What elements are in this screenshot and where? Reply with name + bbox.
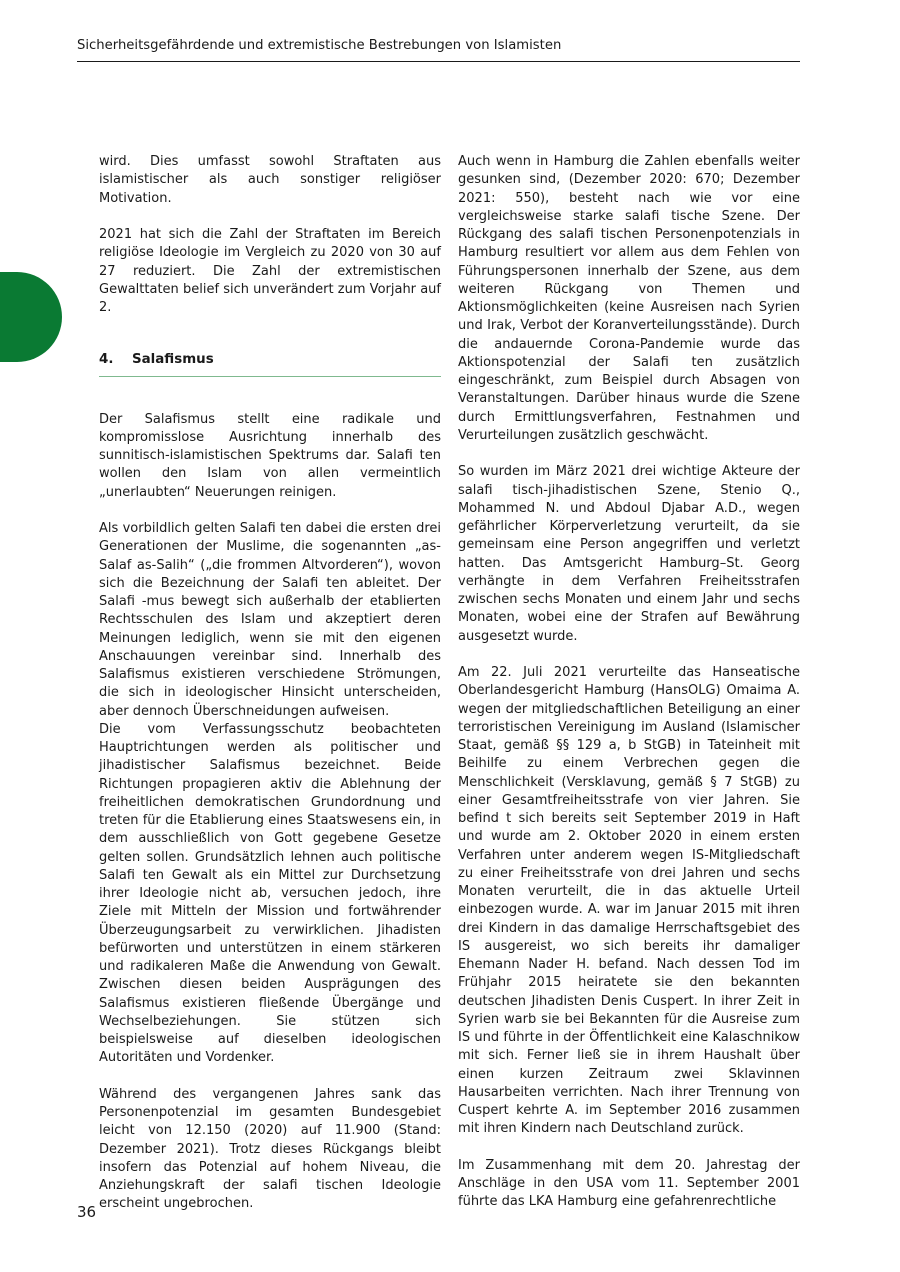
paragraph: Am 22. Juli 2021 verurteilte das Hanseatische Oberlandesgericht Hamburg (HansOLG) Omaima A. wegen der mitgliedschaftlichen Beteiligung an einer terroristischen Vereinigung im Ausland (Islamischer Staat, gemäß §§ 129 a, b StGB) in Tateinheit mit Beihilfe zu einem Verbrechen gegen die Menschlichkeit (Versklavung, gemäß § 7 StGB) zu einer Gesamtfreiheitsstrafe von vier Jahren. Sie befind t sich bereits seit September 2019 in Haft und wurde am 2. Oktober 2020 in einem ersten Verfahren unter anderem wegen IS-Mitgliedschaft zu einer Freiheitsstrafe von drei Jahren und sechs Monaten verurteilt, die in das aktuelle Urteil einbezogen wurde. A. war im Januar 2015 mit ihren drei Kindern in das damalige Herrschaftsgebiet des IS ausgereist, wo sich bereits ihr damaliger Ehemann Nader H. befand. Nach dessen Tod im Frühjahr 2015 heiratete sie den bekannten deutschen Jihadisten Denis Cuspert. In ihrer Zeit in Syrien warb sie bei Bekannten für die Ausreise zum IS und führte in der Öffentlichkeit eine Kalaschnikow mit sich. Ferner ließ sie in ihrem Haushalt über einen kurzen Zeitraum zwei Sklavinnen Hausarbeiten verrichten. Nach ihrer Trennung von Cuspert kehrte A. im September 2016 zusammen mit ihren Kindern nach Deutschland zurück. [458,665,800,1137]
paragraph: wird. Dies umfasst sowohl Straftaten aus islamistischer als auch sonstiger religiöser Motivation. [99,154,441,206]
left-column [99,153,441,1232]
spacer [99,377,441,411]
paragraph: Die vom Verfassungsschutz beobachteten Hauptrichtungen werden als politischer und jihadistischer Salafismus bezeichnet. Beide Richtungen propagieren aktiv die Ablehnung der freiheitlichen demokratischen Grundordnung und treten für die Etablierung eines Staatswesens ein, in dem ausschließlich von Gott gegebene Gesetze gelten sollen. Grundsätzlich lehnen auch politische Salafi ten Gewalt als ein Mittel zur Durchsetzung ihrer Ideologie nicht ab, versuchen jedoch, ihre Ziele mit Mitteln der Mission und fortwährender Überzeugungsarbeit zu verwirklichen. Jihadisten befürworten und unterstützen in einem stärkeren und radikaleren Maße die Anwendung von Gewalt. Zwischen diesen beiden Ausprägungen des Salafismus existieren fließende Übergänge und Wechselbeziehungen. Sie stützen sich beispielsweise auf dieselben ideologischen Autoritäten und Vordenker. [99,721,441,1066]
paragraph: Während des vergangenen Jahres sank das Personenpotenzial im gesamten Bundesgebiet leicht von 12.150 (2020) auf 11.900 (Stand: Dezember 2021). Trotz dieses Rückgangs bleibt insofern das Potenzial auf hohem Niveau, die Anziehungskraft der salafi tischen Ideologie erscheint ungebrochen. [99,1086,441,1212]
section-heading [99,351,441,376]
chapter-tab-marker [0,272,62,362]
paragraph: 2021 hat sich die Zahl der Straftaten im Bereich religiöse Ideologie im Vergleich zu 2020 von 30 auf 27 reduziert. Die Zahl der extremistischen Gewalttaten belief sich unverändert zum Vorjahr auf 2. [99,227,441,315]
right-column [458,153,800,1230]
header-rule [77,61,800,62]
section-title: Salafismus [132,352,214,368]
paragraph: Auch wenn in Hamburg die Zahlen ebenfalls weiter gesunken sind, (Dezember 2020: 670; Dezember 2021: 550), besteht nach wie vor eine vergleichsweise starke salafi tische Szene. Der Rückgang des salafi tischen Personenpotenzials in Hamburg resultiert vor allem aus dem Fehlen von Führungspersonen innerhalb der Szene, aus dem weiteren Rückgang von Themen und Aktionsmöglichkeiten (keine Ausreisen nach Syrien und Irak, Verbot der Koranverteilungsstände). Durch die andauernde Corona-Pandemie wurde das Aktionspotenzial der Salafi ten zusätzlich eingeschränkt, zum Beispiel durch Absagen von Veranstaltungen. Darüber hinaus wurde die Szene durch Ermittlungsverfahren, Festnahmen und Verurteilungen zusätzlich geschwächt. [458,154,800,443]
paragraph: Der Salafismus stellt eine radikale und kompromisslose Ausrichtung innerhalb des sunnitisch-islamistischen Spektrums dar. Salafi ten wollen den Islam von allen vermeintlich „unerlaubten“ Neuerungen reinigen. [99,411,441,500]
paragraph: So wurden im März 2021 drei wichtige Akteure der salafi tisch-jihadistischen Szene, Stenio Q., Mohammed N. und Abdoul Djabar A.D., wegen gefährlicher Körperverletzung verurteilt, da sie gemeinsam eine Person angegriffen und verletzt hatten. Das Amtsgericht Hamburg–St. Georg verhängte in dem Verfahren Freiheitsstrafen zwischen sechs Monaten und einem Jahr und sechs Monaten, wobei eine der Strafen auf Bewährung ausgesetzt wurde. [458,464,800,644]
section-number: 4. [99,352,114,368]
paragraph: Als vorbildlich gelten Salafi ten dabei die ersten drei Generationen der Muslime, die sogenannten „as-Salaf as-Salih“ („die frommen Altvorderen“), wovon sich die Bezeichnung der Salafi ten ableitet. Der Salafi -mus bewegt sich außerhalb der etablierten Rechtsschulen des Islam und akzeptiert deren Meinungen lediglich, wenn sie mit den eigenen Anschauungen vereinbar sind. Innerhalb des Salafismus existieren verschiedene Strömungen, die sich in ideologischer Hinsicht unterscheiden, aber dennoch Überschneidungen aufweisen. [99,521,441,719]
running-header: Sicherheitsgefährdende und extremistische Bestrebungen von Islamisten [77,38,562,53]
paragraph: Im Zusammenhang mit dem 20. Jahrestag der Anschläge in den USA vom 11. September 2001 führte das LKA Hamburg eine gefahrenrechtliche [458,1157,800,1210]
page-number: 36 [77,1203,97,1221]
